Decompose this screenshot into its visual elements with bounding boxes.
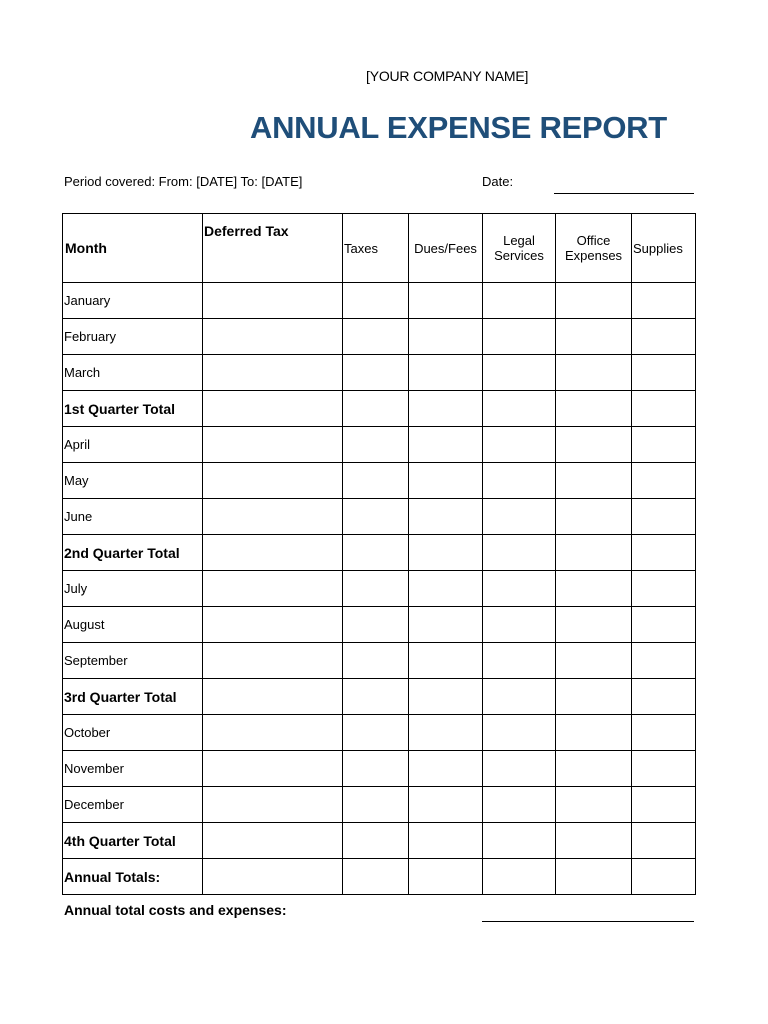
expense-cell[interactable] xyxy=(343,679,409,715)
expense-cell[interactable] xyxy=(203,643,343,679)
expense-cell[interactable] xyxy=(483,643,556,679)
expense-cell[interactable] xyxy=(343,571,409,607)
row-label: 3rd Quarter Total xyxy=(63,679,203,715)
table-total-row xyxy=(63,859,696,895)
expense-cell[interactable] xyxy=(343,355,409,391)
expense-cell[interactable] xyxy=(556,643,632,679)
expense-cell[interactable] xyxy=(483,571,556,607)
table-row xyxy=(63,319,696,355)
expense-cell[interactable] xyxy=(409,463,483,499)
expense-cell[interactable] xyxy=(343,751,409,787)
expense-cell[interactable] xyxy=(632,283,696,319)
expense-cell[interactable] xyxy=(409,679,483,715)
expense-cell[interactable] xyxy=(203,499,343,535)
expense-cell[interactable] xyxy=(632,355,696,391)
expense-cell[interactable] xyxy=(343,319,409,355)
expense-cell[interactable] xyxy=(483,355,556,391)
row-label: February xyxy=(63,319,203,355)
row-label: May xyxy=(63,463,203,499)
row-label: 1st Quarter Total xyxy=(63,391,203,427)
expense-cell[interactable] xyxy=(343,463,409,499)
expense-cell[interactable] xyxy=(343,643,409,679)
expense-cell[interactable] xyxy=(556,535,632,571)
expense-cell[interactable] xyxy=(483,823,556,859)
expense-cell[interactable] xyxy=(632,319,696,355)
row-label: August xyxy=(63,607,203,643)
row-label: June xyxy=(63,499,203,535)
expense-cell[interactable] xyxy=(409,391,483,427)
expense-cell[interactable] xyxy=(632,643,696,679)
expense-cell[interactable] xyxy=(632,427,696,463)
expense-cell[interactable] xyxy=(409,823,483,859)
expense-cell[interactable] xyxy=(343,499,409,535)
header-month: Month xyxy=(63,214,203,283)
row-label: March xyxy=(63,355,203,391)
row-label: October xyxy=(63,715,203,751)
period-covered-label: Period covered: From: [DATE] To: [DATE] xyxy=(64,174,303,189)
company-name: [YOUR COMPANY NAME] xyxy=(366,68,529,84)
expense-cell[interactable] xyxy=(556,463,632,499)
expense-cell[interactable] xyxy=(556,679,632,715)
expense-cell[interactable] xyxy=(632,499,696,535)
expense-cell[interactable] xyxy=(632,715,696,751)
expense-cell[interactable] xyxy=(203,823,343,859)
header-legal-services xyxy=(483,214,556,283)
expense-cell[interactable] xyxy=(556,427,632,463)
date-label: Date: xyxy=(482,174,514,189)
expense-cell[interactable] xyxy=(343,283,409,319)
expense-cell[interactable] xyxy=(203,355,343,391)
table-total-row xyxy=(63,823,696,859)
expense-cell[interactable] xyxy=(409,499,483,535)
expense-cell[interactable] xyxy=(556,823,632,859)
expense-cell[interactable] xyxy=(409,571,483,607)
row-label: September xyxy=(63,643,203,679)
expense-cell[interactable] xyxy=(343,823,409,859)
expense-cell[interactable] xyxy=(632,859,696,895)
table-total-row xyxy=(63,679,696,715)
table-header-row xyxy=(63,214,696,283)
expense-cell[interactable] xyxy=(203,283,343,319)
expense-cell[interactable] xyxy=(203,571,343,607)
expense-cell[interactable] xyxy=(556,355,632,391)
table-row xyxy=(63,499,696,535)
expense-table xyxy=(62,213,696,895)
row-label: April xyxy=(63,427,203,463)
expense-cell[interactable] xyxy=(632,607,696,643)
table-row xyxy=(63,643,696,679)
table-row xyxy=(63,787,696,823)
expense-cell[interactable] xyxy=(409,535,483,571)
expense-cell[interactable] xyxy=(343,715,409,751)
expense-cell[interactable] xyxy=(343,427,409,463)
expense-cell[interactable] xyxy=(409,283,483,319)
expense-cell[interactable] xyxy=(409,355,483,391)
report-title: ANNUAL EXPENSE REPORT xyxy=(250,110,667,145)
expense-cell[interactable] xyxy=(483,715,556,751)
expense-cell[interactable] xyxy=(483,319,556,355)
expense-cell[interactable] xyxy=(556,715,632,751)
header-taxes: Taxes xyxy=(343,214,409,283)
table-row xyxy=(63,571,696,607)
row-label: July xyxy=(63,571,203,607)
header-dues-fees: Dues/Fees xyxy=(409,214,483,283)
expense-cell[interactable] xyxy=(409,751,483,787)
expense-cell[interactable] xyxy=(483,283,556,319)
expense-cell[interactable] xyxy=(409,715,483,751)
expense-cell[interactable] xyxy=(483,751,556,787)
expense-cell[interactable] xyxy=(343,391,409,427)
row-label: 4th Quarter Total xyxy=(63,823,203,859)
table-total-row xyxy=(63,535,696,571)
table-row xyxy=(63,355,696,391)
row-label: January xyxy=(63,283,203,319)
expense-cell[interactable] xyxy=(632,535,696,571)
expense-cell[interactable] xyxy=(203,463,343,499)
row-label: 2nd Quarter Total xyxy=(63,535,203,571)
expense-cell[interactable] xyxy=(483,859,556,895)
header-office-expenses-text: Office Expenses xyxy=(564,233,623,263)
expense-cell[interactable] xyxy=(632,823,696,859)
expense-cell[interactable] xyxy=(203,391,343,427)
expense-cell[interactable] xyxy=(556,319,632,355)
expense-cell[interactable] xyxy=(556,751,632,787)
expense-cell[interactable] xyxy=(632,787,696,823)
table-row xyxy=(63,751,696,787)
header-legal-services-text: Legal Services xyxy=(494,233,544,263)
table-row xyxy=(63,607,696,643)
expense-cell[interactable] xyxy=(632,391,696,427)
header-office-expenses xyxy=(556,214,632,283)
expense-cell[interactable] xyxy=(409,427,483,463)
expense-cell[interactable] xyxy=(556,787,632,823)
expense-cell[interactable] xyxy=(483,391,556,427)
expense-cell[interactable] xyxy=(409,859,483,895)
expense-cell[interactable] xyxy=(203,859,343,895)
expense-cell[interactable] xyxy=(203,535,343,571)
expense-cell[interactable] xyxy=(203,679,343,715)
expense-cell[interactable] xyxy=(556,571,632,607)
expense-cell[interactable] xyxy=(203,319,343,355)
expense-cell[interactable] xyxy=(556,859,632,895)
expense-cell[interactable] xyxy=(409,607,483,643)
expense-cell[interactable] xyxy=(203,787,343,823)
row-label: December xyxy=(63,787,203,823)
expense-cell[interactable] xyxy=(483,679,556,715)
annual-total-label: Annual total costs and expenses: xyxy=(64,902,287,918)
expense-cell[interactable] xyxy=(409,319,483,355)
expense-cell[interactable] xyxy=(483,535,556,571)
table-row xyxy=(63,427,696,463)
header-deferred-tax: Deferred Tax xyxy=(203,214,343,283)
expense-cell[interactable] xyxy=(556,391,632,427)
row-label: Annual Totals: xyxy=(63,859,203,895)
expense-cell[interactable] xyxy=(409,787,483,823)
expense-cell[interactable] xyxy=(343,859,409,895)
expense-cell[interactable] xyxy=(556,499,632,535)
expense-cell[interactable] xyxy=(343,535,409,571)
expense-cell[interactable] xyxy=(343,787,409,823)
expense-cell[interactable] xyxy=(483,607,556,643)
expense-cell[interactable] xyxy=(203,427,343,463)
date-field-line[interactable] xyxy=(554,193,694,194)
expense-cell[interactable] xyxy=(483,499,556,535)
expense-cell[interactable] xyxy=(409,643,483,679)
expense-cell[interactable] xyxy=(203,715,343,751)
expense-cell[interactable] xyxy=(556,607,632,643)
table-total-row xyxy=(63,391,696,427)
expense-cell[interactable] xyxy=(483,787,556,823)
table-row xyxy=(63,715,696,751)
annual-total-field-line[interactable] xyxy=(482,921,694,922)
table-row xyxy=(63,283,696,319)
row-label: November xyxy=(63,751,203,787)
header-supplies: Supplies xyxy=(632,214,696,283)
expense-cell[interactable] xyxy=(203,607,343,643)
expense-cell[interactable] xyxy=(632,751,696,787)
expense-cell[interactable] xyxy=(483,463,556,499)
expense-cell[interactable] xyxy=(203,751,343,787)
expense-cell[interactable] xyxy=(632,463,696,499)
table-body xyxy=(63,283,696,895)
expense-cell[interactable] xyxy=(632,571,696,607)
expense-cell[interactable] xyxy=(483,427,556,463)
table-row xyxy=(63,463,696,499)
expense-cell[interactable] xyxy=(632,679,696,715)
expense-cell[interactable] xyxy=(556,283,632,319)
expense-cell[interactable] xyxy=(343,607,409,643)
